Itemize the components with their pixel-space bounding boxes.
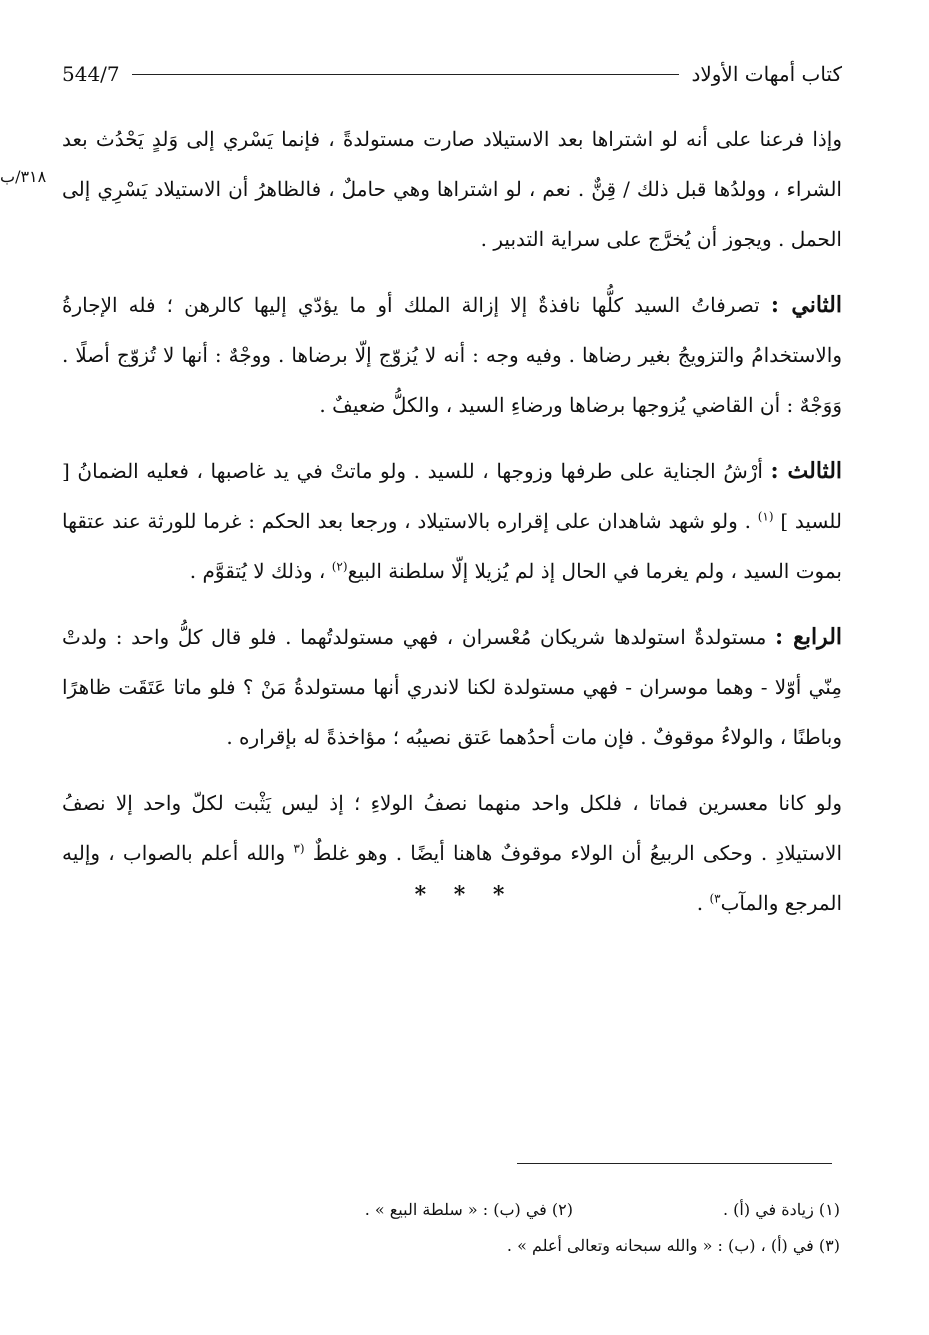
footnote-ref-3-end: ٣) <box>709 891 721 906</box>
footnote-3: (٣) في (أ) ، (ب) : « والله سبحانه وتعالى أعلم » . <box>506 1236 840 1255</box>
footnote-1: (١) زيادة في (أ) . <box>723 1200 840 1219</box>
paragraph-text: . ولو شهد شاهدان على إقراره بالاستيلاد ، ورجعا بعد الحكم : غرما للورثة عند عتقها بموت السيد ، ولم يغرما في الحال إذ لم يُزيلا إلّا سلطنة البيع <box>62 509 842 583</box>
paragraph-text: تصرفاتُ السيد كلُّها نافذةٌ إلا إزالة الملك أو ما يؤدّي إليها كالرهن ؛ فله الإجارةُ والاستخدامُ والتزويجُ بغير رضاها . وفيه وجه : أنه لا يُزوّج إلّا برضاها . ووجْهٌ : أنها لا تُزوّج أصلًا . وَوَجْهٌ : أن القاضي يُزوجها برضاها ورضاءِ السيد ، والكلُّ ضعيفٌ . <box>62 293 842 417</box>
section-heading: الثالث : <box>770 458 843 484</box>
footnote-ref-2: (٢) <box>331 559 348 574</box>
footnote-2: (٢) في (ب) : « سلطة البيع » . <box>364 1200 573 1219</box>
footnote-row <box>140 1192 840 1228</box>
footnote-ref-1: (١) <box>757 509 774 524</box>
section-separator-stars: * * * <box>414 882 515 908</box>
footnote-row <box>140 1228 840 1264</box>
paragraph-text: وإذا فرعنا على أنه لو اشتراها بعد الاستيلاد صارت مستولدةً ، فإنما يَسْري إلى وَلدٍ يَحْدُث بعد الشراء ، وولدُها قبل ذلك / قِنٌّ . نعم ، لو اشتراها وهي حاملٌ ، فالظاهرُ أن الاستيلاد يَسْرِي إلى الحمل . ويجوز أن يُخرَّج على سراية التدبير . <box>62 127 842 251</box>
manuscript-folio-note: ٣١٨/ب <box>0 167 47 186</box>
running-header <box>62 58 842 90</box>
header-rule <box>132 74 680 75</box>
paragraph-4 <box>62 612 842 762</box>
footnote-rule <box>517 1163 832 1164</box>
paragraph-2 <box>62 280 842 430</box>
paragraph-text: مستولدةٌ استولدها شريكان مُعْسران ، فهي مستولدتُهما . فلو قال كلُّ واحد : ولدتْ مِنّي أوّلا - وهما موسران - فهي مستولدة لكنا لاندري أنها مستولدةُ مَنْ ؟ فلو ماتا عَتَقَت ظاهرًا وباطنًا ، والولاءُ موقوفٌ . فإن مات أحدُهما عَتق نصيبُه ؛ مؤاخذةً له بإقراره . <box>62 625 842 749</box>
section-heading: الرابع : <box>775 624 843 650</box>
footnotes <box>140 1192 840 1264</box>
paragraph-text: أرْشُ الجناية على طرفها وزوجها ، للسيد . ولو ماتتْ في يد غاصبها ، فعليه الضمانُ [ للسيد ] <box>62 459 842 533</box>
main-text <box>62 114 842 944</box>
paragraph-text: ولو كانا معسرين فماتا ، فلكل واحد منهما نصفُ الولاءِ ؛ إذ ليس يَثْبت لكلّ واحد إلا نصفُ الاستيلادِ . وحكى الربيعُ أن الولاء موقوفٌ هاهنا أيضًا . وهو غلطٌ <box>62 791 843 865</box>
paragraph-text: . <box>696 891 704 915</box>
section-heading: الثاني : <box>770 292 842 318</box>
paragraph-text: ، وذلك لا يُتقوَّم . <box>189 559 326 583</box>
paragraph-text: والله أعلم بالصواب ، وإليه المرجع والمآب <box>62 841 842 915</box>
book-title: كتاب أمهات الأولاد <box>691 62 842 86</box>
footnote-ref-3-start: (٣ <box>293 841 305 856</box>
page-number: 544/7 <box>62 62 120 86</box>
paragraph-1 <box>62 114 842 264</box>
paragraph-3 <box>62 446 842 596</box>
